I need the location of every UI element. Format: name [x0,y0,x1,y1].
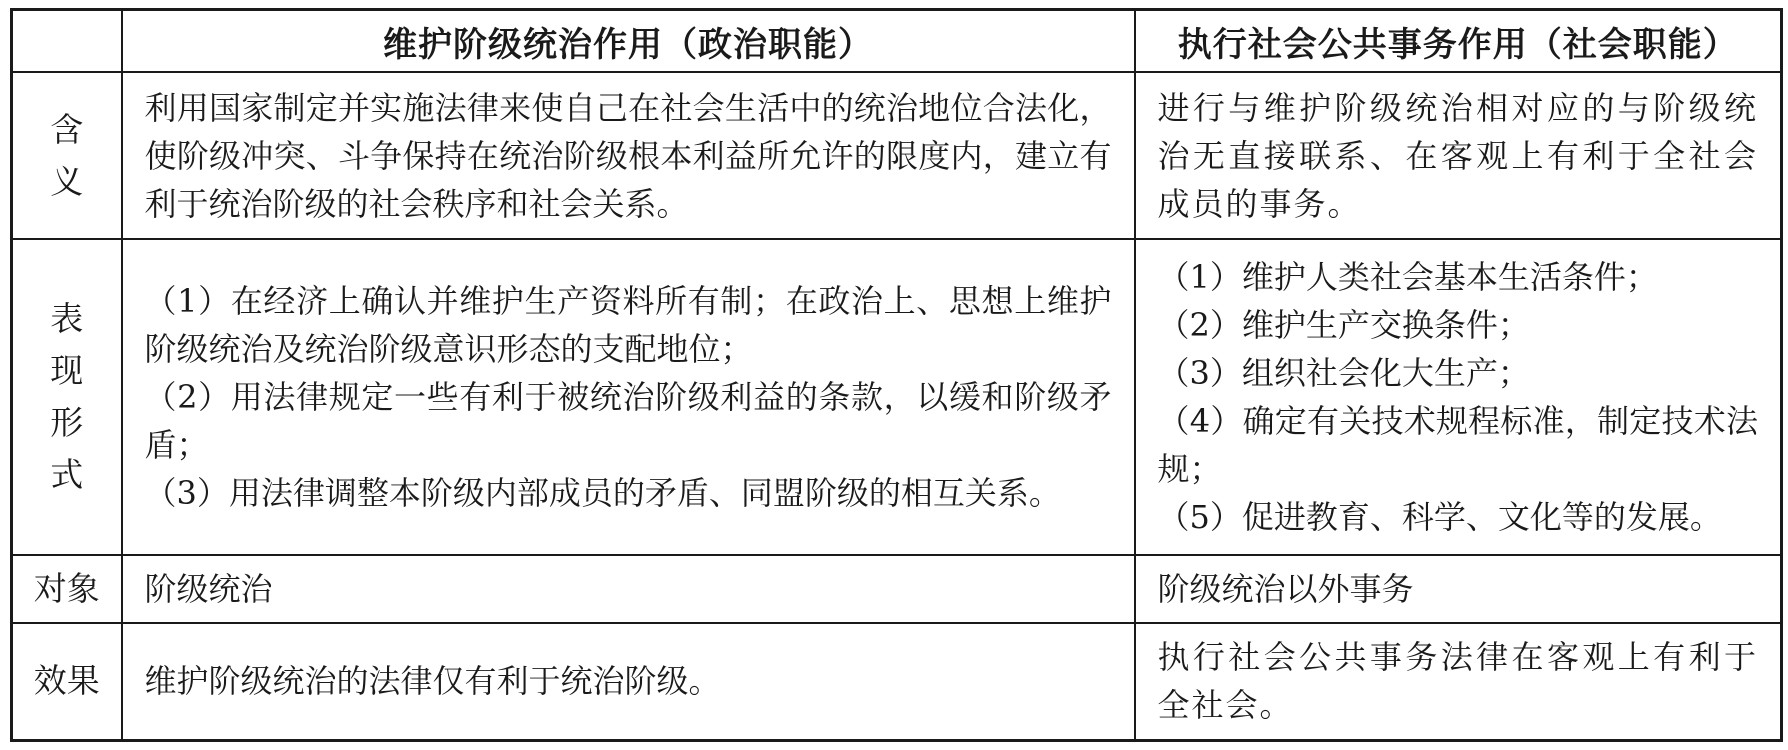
row-label-char: 含 [50,109,84,149]
header-corner-cell [12,10,122,73]
forms-social-cell [1135,239,1782,554]
forms-political-item: （2）用法律规定一些有利于被统治阶级利益的条款，以缓和阶级矛盾； [144,377,1112,464]
cropped-text-fragment [90,0,210,2]
effect-social-cell: 执行社会公共事务法律在客观上有利于全社会。 [1135,623,1782,741]
row-label-effect: 效果 [12,623,122,741]
row-object [12,555,1782,623]
forms-political-item: （3）用法律调整本阶级内部成员的矛盾、同盟阶级的相互关系。 [144,473,1061,512]
object-political-cell: 阶级统治 [122,555,1135,623]
header-row [12,10,1782,73]
row-label-meaning [12,72,122,239]
object-social-cell: 阶级统治以外事务 [1135,555,1782,623]
row-label-char: 义 [50,161,84,201]
row-label-forms [12,239,122,554]
effect-political-cell: 维护阶级统治的法律仅有利于统治阶级。 [122,623,1135,741]
forms-social-item: （1）维护人类社会基本生活条件； [1157,257,1658,296]
row-label-object: 对象 [12,555,122,623]
forms-social-item: （2）维护生产交换条件； [1157,305,1530,344]
comparison-table [10,8,1783,742]
row-label-char: 形 [50,402,84,442]
forms-social-item: （3）组织社会化大生产； [1157,353,1530,392]
forms-political-cell [122,239,1135,554]
forms-social-item: （5）促进教育、科学、文化等的发展。 [1157,497,1722,536]
forms-social-item: （4）确定有关技术规程标准，制定技术法规； [1157,401,1758,488]
row-meaning [12,72,1782,239]
row-effect [12,623,1782,741]
header-social-function: 执行社会公共事务作用（社会职能） [1135,10,1782,73]
meaning-political-cell: 利用国家制定并实施法律来使自己在社会生活中的统治地位合法化，使阶级冲突、斗争保持在统治阶级根本利益所允许的限度内，建立有利于统治阶级的社会秩序和社会关系。 [122,72,1135,239]
row-forms [12,239,1782,554]
meaning-social-cell: 进行与维护阶级统治相对应的与阶级统治无直接联系、在客观上有利于全社会成员的事务。 [1135,72,1782,239]
row-label-char: 式 [50,454,84,494]
row-label-char: 表 [50,298,84,338]
header-political-function: 维护阶级统治作用（政治职能） [122,10,1135,73]
row-label-char: 现 [50,350,84,390]
forms-political-item: （1）在经济上确认并维护生产资料所有制；在政治上、思想上维护阶级统治及统治阶级意识形态的支配地位； [144,281,1112,368]
